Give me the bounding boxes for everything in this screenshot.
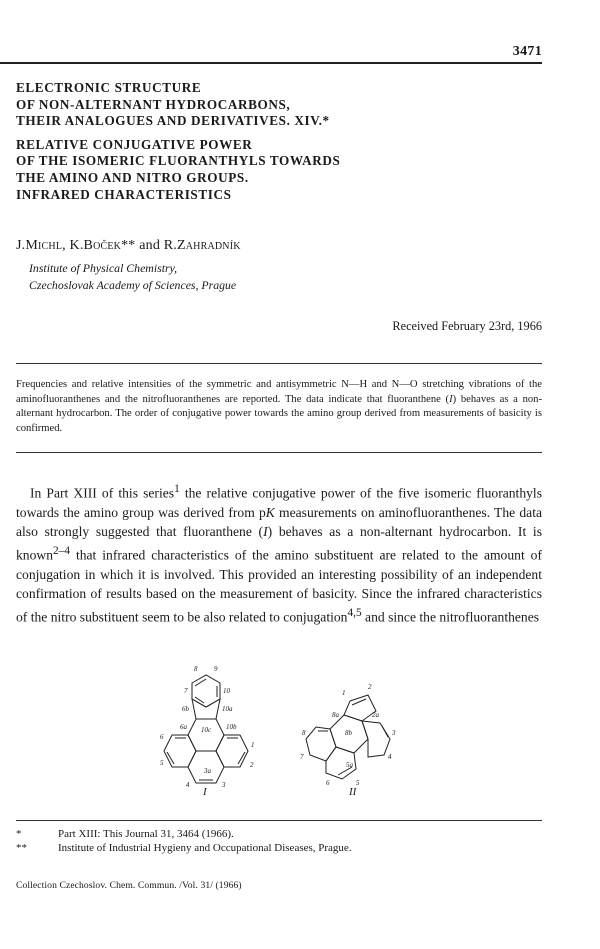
svg-text:6b: 6b bbox=[182, 705, 189, 713]
naphthalene-ring-right bbox=[216, 735, 248, 767]
author-name: K.Boček** bbox=[69, 238, 136, 253]
svg-text:3a: 3a bbox=[204, 767, 211, 775]
benzene-ring-top bbox=[192, 675, 220, 707]
svg-text:6a: 6a bbox=[180, 723, 187, 731]
author-name: R.Zahradník bbox=[163, 238, 241, 253]
title-line: OF NON-ALTERNANT HYDROCARBONS, bbox=[16, 96, 291, 112]
svg-text:7: 7 bbox=[184, 687, 188, 695]
figure-label: II bbox=[349, 786, 357, 798]
svg-text:4: 4 bbox=[186, 781, 190, 789]
article-title bbox=[16, 80, 536, 203]
author-list bbox=[16, 238, 241, 254]
svg-text:10b: 10b bbox=[226, 723, 237, 731]
svg-text:1: 1 bbox=[251, 741, 255, 749]
affiliation-line: Czechoslovak Academy of Sciences, Prague bbox=[29, 278, 237, 292]
svg-text:3: 3 bbox=[392, 729, 396, 737]
svg-text:4: 4 bbox=[388, 753, 392, 761]
author-name: J.Michl, bbox=[16, 238, 66, 253]
svg-text:10c: 10c bbox=[201, 726, 212, 734]
ring-II-right bbox=[362, 721, 390, 757]
abstract-bottom-rule bbox=[16, 452, 542, 453]
svg-text:8: 8 bbox=[302, 729, 306, 737]
title-line: RELATIVE CONJUGATIVE POWER bbox=[16, 136, 253, 152]
received-date: Received February 23rd, 1966 bbox=[392, 319, 542, 333]
author-conjunction: and bbox=[139, 238, 161, 253]
svg-text:10: 10 bbox=[223, 687, 230, 695]
five-membered-ring bbox=[192, 699, 220, 719]
title-line: THEIR ANALOGUES AND DERIVATIVES. XIV.* bbox=[16, 113, 330, 129]
abstract: Frequencies and relative intensities of the symmetric and antisymmetric N—H and N—O stretching vibrations of the aminofluoranthenes and the nitrofluoranthenes are reported. The data indicate that fluoranthene (I) behaves as a non-alternant hydrocarbon. The order of conjugative power towards the amino group derived from measurements of basicity is confirmed. bbox=[16, 379, 543, 435]
svg-text:5: 5 bbox=[356, 779, 360, 787]
svg-text:6: 6 bbox=[160, 733, 164, 741]
title-line: INFRARED CHARACTERISTICS bbox=[16, 186, 232, 202]
svg-text:2: 2 bbox=[368, 683, 372, 691]
svg-text:1: 1 bbox=[342, 689, 346, 697]
structural-formulas bbox=[130, 655, 450, 805]
svg-text:7: 7 bbox=[300, 753, 304, 761]
svg-text:6: 6 bbox=[326, 779, 330, 787]
footnote: * Part XIII: This Journal 31, 3464 (1966). bbox=[16, 828, 234, 840]
svg-text:9: 9 bbox=[214, 665, 218, 673]
affiliation bbox=[29, 260, 236, 294]
title-line: OF THE ISOMERIC FLUORANTHYLS TOWARDS bbox=[16, 153, 341, 169]
naphthalene-ring-left bbox=[164, 735, 196, 767]
journal-citation: Collection Czechoslov. Chem. Commun. /Vol. 31/ (1966) bbox=[16, 880, 242, 891]
svg-text:5a: 5a bbox=[346, 761, 353, 769]
svg-text:10a: 10a bbox=[222, 705, 233, 713]
svg-text:2a: 2a bbox=[372, 711, 379, 719]
svg-text:5: 5 bbox=[160, 759, 164, 767]
footnote-rule bbox=[16, 820, 542, 821]
title-line: THE AMINO AND NITRO GROUPS. bbox=[16, 169, 249, 185]
footnotes bbox=[16, 827, 542, 855]
body-text bbox=[16, 480, 542, 626]
footnote: ** Institute of Industrial Hygieny and Occupational Diseases, Prague. bbox=[16, 842, 352, 854]
header-rule bbox=[0, 62, 542, 64]
paragraph: In Part XIII of this series$^1$ the relative conjugative power of the five isomeric fluoranthyls towards the amino group was derived from pK measurements on aminofluoranthenes. The data also strongly suggested that fluoranthene (I) behaves as a non-alternant hydrocarbon. It is known$^{2-4}$ that infrared characteristics of the amino substituent are related to the amount of conjugation in which it is involved. This provided an interesting possibility of an independent confirmation of results based on the measurement of basicity. Since the infrared characteristics of the nitro substituent seem to be also related to conjugation$^{4,5}$ and since the nitrofluoranthenes bbox=[16, 483, 543, 625]
svg-text:2: 2 bbox=[250, 761, 254, 769]
svg-text:8: 8 bbox=[194, 665, 198, 673]
abstract-top-rule bbox=[16, 363, 542, 364]
page-number: 3471 bbox=[512, 44, 542, 59]
affiliation-line: Institute of Physical Chemistry, bbox=[29, 261, 178, 275]
structure-figures bbox=[130, 655, 450, 805]
title-line: ELECTRONIC STRUCTURE bbox=[16, 80, 202, 95]
svg-text:3: 3 bbox=[222, 781, 226, 789]
svg-text:8b: 8b bbox=[345, 729, 352, 737]
ring-II-left bbox=[306, 727, 336, 761]
svg-text:8a: 8a bbox=[332, 711, 339, 719]
figure-label: I bbox=[203, 786, 207, 798]
